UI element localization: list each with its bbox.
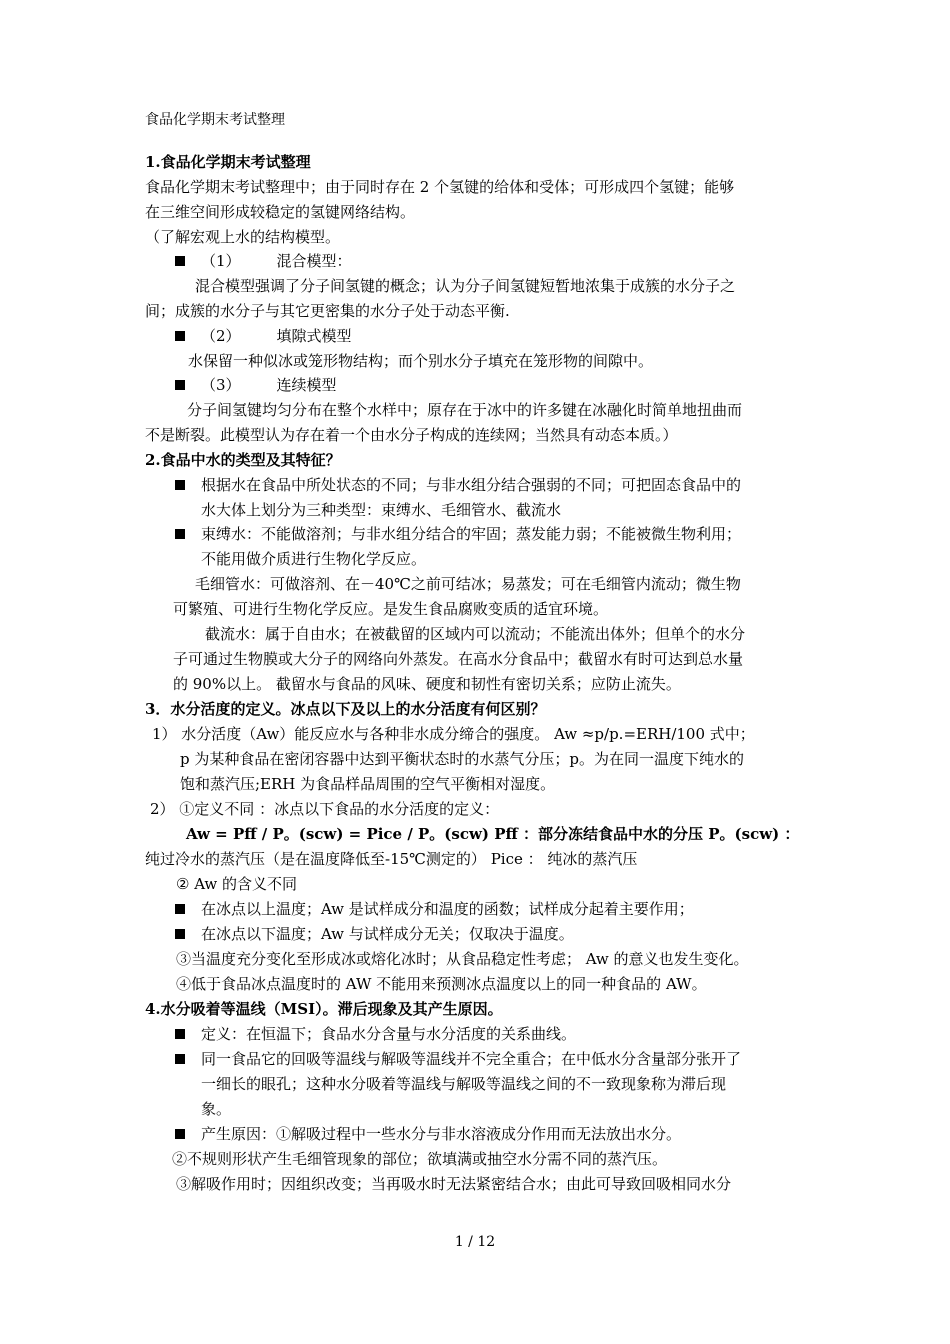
bullet-item [175,373,337,397]
square-bullet-icon [175,1129,185,1139]
bullet-text: 产生原因：①解吸过程中一些水分与非水溶液成分作用而无法放出水分。 [201,1125,682,1143]
formula-line: Aw = Pff / P。(scw) = Pice / P。(scw) Pff ：部分冻结食品中水的分压 P。(scw) ： [186,825,800,843]
paragraph-line: ③解吸作用时；因组织改变；当再吸水时无法紧密结合水；由此可导致回吸相同水分 [176,1175,732,1193]
paragraph-line: 的 90%以上。 截留水与食品的风味、硬度和韧性有密切关系；应防止流失。 [173,675,681,693]
square-bullet-icon [175,904,185,914]
paragraph-line: 一细长的眼孔；这种水分吸着等温线与解吸等温线之间的不一致现象称为滞后现 [201,1075,727,1093]
paragraph-line: ③当温度充分变化至形成冰或熔化冰时；从食品稳定性考虑； Aw 的意义也发生变化。 [176,950,749,968]
square-bullet-icon [175,929,185,939]
paragraph-line: （了解宏观上水的结构模型。 [145,228,341,246]
square-bullet-icon [175,380,185,390]
paragraph-line: ② Aw 的含义不同 [176,875,297,893]
paragraph-line: 分子间氢键均匀分布在整个水样中；原存在于冰中的许多键在冰融化时简单地扭曲而 [187,401,743,419]
bullet-text: 定义：在恒温下；食品水分含量与水分活度的关系曲线。 [201,1025,577,1043]
paragraph-line: 不能用做介质进行生物化学反应。 [201,550,427,568]
paragraph-line: 混合模型强调了分子间氢键的概念；认为分子间氢键短暂地浓集于成簇的水分子之 [195,277,736,295]
square-bullet-icon [175,331,185,341]
paragraph-line: 可繁殖、可进行生物化学反应。是发生食品腐败变质的适宜环境。 [173,600,609,618]
paragraph-line: 象。 [201,1100,232,1118]
paragraph-line: 饱和蒸汽压;ERH 为食品样品周围的空气平衡相对湿度。 [180,775,556,793]
bullet-item [175,922,574,946]
paragraph-line: 2） ①定义不同 ：冰点以下食品的水分活度的定义： [150,800,500,818]
paragraph-line: p 为某种食品在密闭容器中达到平衡状态时的水蒸气分压；p。为在同一温度下纯水的 [180,750,744,768]
paragraph-line: 毛细管水：可做溶剂、在－40℃之前可结冰；易蒸发；可在毛细管内流动；微生物 [195,575,741,593]
paragraph-line: 在三维空间形成较稳定的氢键网络结构。 [145,203,416,221]
document-title: 食品化学期末考试整理 [145,112,285,128]
bullet-label: 混合模型： [276,252,352,270]
paragraph-line: 食品化学期末考试整理中；由于同时存在 2 个氢键的给体和受体；可形成四个氢键；能够 [145,178,735,196]
paragraph-line: 纯过冷水的蒸汽压（是在温度降低至-15℃测定的） Pice ： 纯冰的蒸汽压 [145,850,638,868]
paragraph-line: 1） 水分活度（Aw）能反应水与各种非水成分缔合的强度。 Aw ≈p/p.=ERH/100 式中； [152,725,755,743]
bullet-item [175,249,352,273]
bullet-item [175,1047,741,1071]
bullet-label: 连续模型 [276,376,337,394]
paragraph-line: 截流水：属于自由水；在被截留的区域内可以流动；不能流出体外；但单个的水分 [205,625,746,643]
paragraph-line: ②不规则形状产生毛细管现象的部位；欲填满或抽空水分需不同的蒸汽压。 [172,1150,668,1168]
bullet-item [175,897,694,921]
section-heading-1: 1.食品化学期末考试整理 [145,153,311,171]
bullet-item [175,1022,576,1046]
bullet-item [175,324,352,348]
section-heading-3: 3．水分活度的定义。冰点以下及以上的水分活度有何区别？ [145,700,546,718]
paragraph-line: 水大体上划分为三种类型：束缚水、毛细管水、截流水 [201,501,562,519]
bullet-text: 在冰点以下温度；Aw 与试样成分无关；仅取决于温度。 [201,925,574,943]
bullet-item [175,522,741,546]
bullet-number: （3） [201,376,241,394]
paragraph-line: ④低于食品冰点温度时的 AW 不能用来预测冰点温度以上的同一种食品的 AW。 [176,975,707,993]
bullet-label: 填隙式模型 [276,327,352,345]
bullet-text: 同一食品它的回吸等温线与解吸等温线并不完全重合；在中低水分含量部分张开了 [201,1050,742,1068]
paragraph-line: 水保留一种似冰或笼形物结构；而个别水分子填充在笼形物的间隙中。 [188,352,654,370]
section-heading-2: 2.食品中水的类型及其特征？ [145,451,341,469]
paragraph-line: 不是断裂。此模型认为存在着一个由水分子构成的连续网；当然具有动态本质。） [145,426,678,444]
square-bullet-icon [175,1029,185,1039]
bullet-number: （1） [201,252,241,270]
square-bullet-icon [175,1054,185,1064]
bullet-text: 束缚水：不能做溶剂；与非水组分结合的牢固；蒸发能力弱；不能被微生物利用； [201,525,742,543]
bullet-item [175,1122,681,1146]
section-heading-4: 4.水分吸着等温线（MSI）。滞后现象及其产生原因。 [145,1000,503,1018]
page-number: 1 / 12 [454,1234,496,1250]
bullet-number: （2） [201,327,241,345]
bullet-text: 根据水在食品中所处状态的不同；与非水组分结合强弱的不同；可把固态食品中的 [201,476,742,494]
bullet-item [175,473,741,497]
square-bullet-icon [175,256,185,266]
paragraph-line: 子可通过生物膜或大分子的网络向外蒸发。在高水分食品中；截留水有时可达到总水量 [173,650,744,668]
square-bullet-icon [175,480,185,490]
bullet-text: 在冰点以上温度；Aw 是试样成分和温度的函数；试样成分起着主要作用； [201,900,694,918]
paragraph-line: 间；成簇的水分子与其它更密集的水分子处于动态平衡. [145,302,510,320]
square-bullet-icon [175,529,185,539]
